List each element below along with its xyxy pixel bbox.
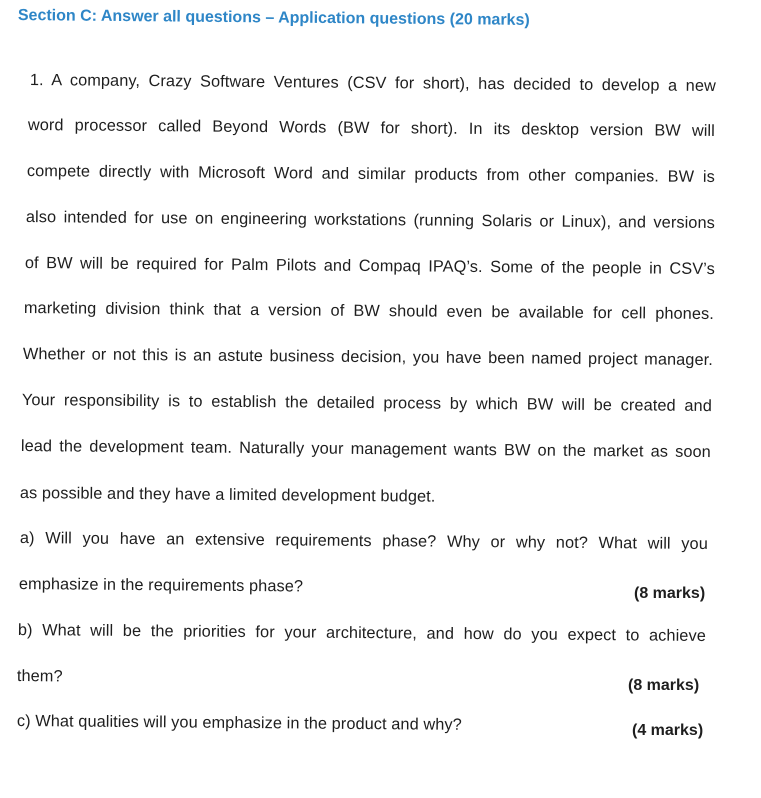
part-c-line-1: c) What qualities will you emphasize in the product and why? bbox=[16, 712, 462, 734]
question-1-line-3: compete directly with Microsoft Word and similar products from other companies. BW is bbox=[26, 162, 715, 187]
question-1-line-8: Your responsibility is to establish the detailed process by which BW will be created and bbox=[21, 391, 712, 416]
question-1-line-5: of BW will be required for Palm Pilots and Compaq IPAQ’s. Some of the people in CSV’s bbox=[24, 254, 715, 279]
question-1-line-2: word processor called Beyond Words (BW for short). In its desktop version BW will bbox=[27, 116, 715, 140]
section-title: Section C: Answer all questions – Application questions (20 marks) bbox=[17, 7, 530, 29]
question-1-line-10: as possible and they have a limited development budget. bbox=[19, 484, 436, 506]
part-a-line-2: emphasize in the requirements phase? bbox=[18, 575, 304, 596]
part-b-line-2: them? bbox=[16, 667, 63, 686]
question-1-line-4: also intended for use on engineering workstations (running Solaris or Linux), and versions bbox=[25, 208, 715, 233]
part-c-marks: (4 marks) bbox=[632, 722, 704, 739]
part-a-marks: (8 marks) bbox=[634, 585, 706, 602]
part-b-marks: (8 marks) bbox=[628, 677, 700, 694]
part-a-line-1: a) Will you have an extensive requirements phase? Why or why not? What will you bbox=[19, 529, 708, 554]
question-1-line-1: 1. A company, Crazy Software Ventures (CSV for short), has decided to develop a new bbox=[29, 71, 716, 95]
part-b-line-1: b) What will be the priorities for your architecture, and how do you expect to achieve bbox=[17, 621, 706, 646]
question-1-line-9: lead the development team. Naturally your management wants BW on the market as soon bbox=[20, 437, 711, 462]
question-1-line-6: marketing division think that a version of BW should even be available for cell phones. bbox=[23, 299, 714, 324]
question-1-line-7: Whether or not this is an astute business decision, you have been named project manager. bbox=[22, 345, 713, 370]
